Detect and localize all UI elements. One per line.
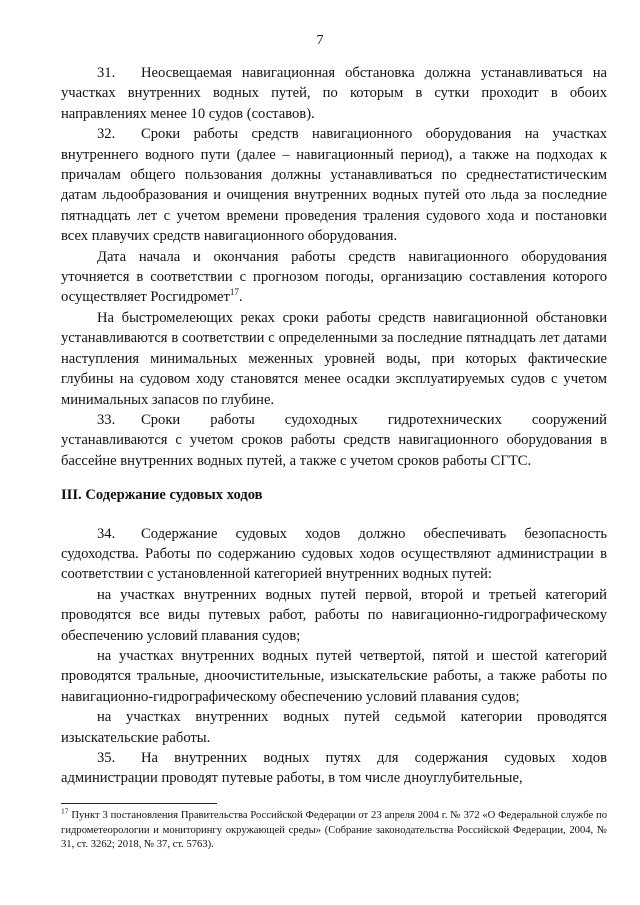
paragraph-text-end: . xyxy=(238,289,243,306)
page-number: 7 xyxy=(316,33,324,48)
paragraph-text: Сроки работы средств навигационного оборудования на участках внутреннего водного пути (далее – навигационный период), а также на подходах к причалам общего пользования должны устанавливаться по среднестатистическим датам льдообразования и очищения внутренних водных путей ото льда за последние пятнадцать лет с учетом времени проведения траления судового хода и постановки всех плавучих средств навигационного оборудования. xyxy=(61,126,607,245)
paragraph-34 xyxy=(61,524,607,585)
paragraph-text: Неосвещаемая навигационная обстановка должна устанавливаться на участках внутренних водных путей, по которым в сутки проходит в обоих направлениях менее 10 судов (составов). xyxy=(61,65,607,122)
paragraph-32-rivers xyxy=(61,308,607,410)
paragraph-31 xyxy=(61,63,607,124)
paragraph-text: на участках внутренних водных путей седьмой категории проводятся изыскательские работы. xyxy=(61,709,607,746)
paragraph-number: 34. xyxy=(97,525,116,542)
paragraph-number: 31. xyxy=(97,65,116,81)
footnote-text: Пункт 3 постановления Правительства Российской Федерации от 23 апреля 2004 г. № 372 «О Федеральной службе по гидрометеорологии и мониторингу окружающей среды» (Собрание законодательства Российской Федерации, 2004, № 31, ст. 3262; 2018, № 37, ст. 5763). xyxy=(61,810,607,851)
paragraph-35 xyxy=(61,748,607,789)
paragraph-number: 35. xyxy=(97,750,116,766)
paragraph-text: Дата начала и окончания работы средств навигационного оборудования уточняется в соответствии с прогнозом погоды, организацию составления которого осуществляет Росгидромет xyxy=(61,248,607,306)
section-heading: III. Содержание судовых ходов xyxy=(61,487,263,504)
paragraph-number: 33. xyxy=(97,411,116,428)
paragraph-text: На быстромелеющих реках сроки работы средств навигационной обстановки устанавливаются в соответствии с определенными за последние пятнадцать лет датами наступления минимальных меженных уровней воды, при которых фактические глубины на судовом ходу становятся менее осадки эксплуатируемых судов с учетом минимальных запасов по глубине. xyxy=(61,309,607,408)
paragraph-34-item-1 xyxy=(61,585,607,646)
paragraph-text: Содержание судовых ходов должно обеспечивать безопасность судоходства. Работы по содержанию судовых ходов осуществляют администрации в соответствии с установленной категорией внутренних водных путей: xyxy=(61,525,607,583)
footnote xyxy=(61,806,607,853)
paragraph-32 xyxy=(61,124,607,246)
footnote-marker: 17 xyxy=(61,806,69,816)
paragraph-32-dates xyxy=(61,247,607,308)
paragraph-33 xyxy=(61,410,607,471)
paragraph-text: на участках внутренних водных путей четвертой, пятой и шестой категорий проводятся тральные, дноочистительные, изыскательские работы, а также работы по навигационно-гидрографическому обеспечению условий плавания судов; xyxy=(61,647,607,705)
paragraph-number: 32. xyxy=(97,126,116,143)
paragraph-34-item-3 xyxy=(61,707,607,748)
paragraph-text: на участках внутренних водных путей первой, второй и третьей категорий проводятся все виды путевых работ, работы по навигационно-гидрографическому обеспечению условий плавания судов; xyxy=(61,586,607,644)
footnote-divider xyxy=(61,803,217,804)
footnote-reference[interactable]: 17 xyxy=(229,287,239,298)
paragraph-text: На внутренних водных путях для содержания судовых ходов администрации проводят путевые работы, в том числе дноуглубительные, xyxy=(61,750,607,787)
document-body xyxy=(61,63,607,789)
paragraph-34-item-2 xyxy=(61,646,607,707)
paragraph-text: Сроки работы судоходных гидротехнических сооружений устанавливаются с учетом сроков работы средств навигационного оборудования в бассейне внутренних водных путей, а также с учетом сроков работы СГТС. xyxy=(61,411,607,469)
